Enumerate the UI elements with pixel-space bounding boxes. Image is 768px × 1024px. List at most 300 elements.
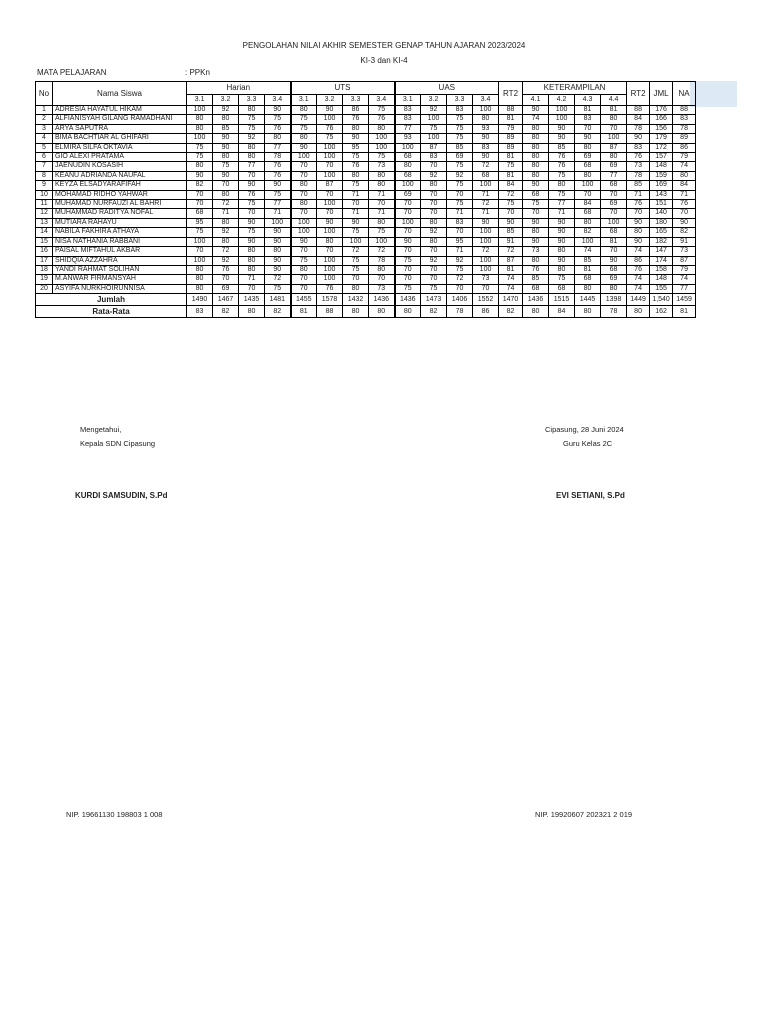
score-cell: 75: [265, 115, 291, 124]
score-cell: 80: [523, 162, 549, 171]
col-name: Nama Siswa: [53, 82, 187, 106]
score-cell: 100: [473, 228, 499, 237]
score-cell: 179: [650, 134, 673, 143]
footer-teacher-role: Guru Kelas 2C: [563, 439, 613, 448]
table-row: [36, 124, 696, 133]
score-cell: 100: [369, 237, 395, 246]
score-cell: 85: [523, 275, 549, 284]
row-no: 3: [36, 124, 53, 133]
score-cell: 77: [673, 284, 696, 293]
score-cell: 70: [395, 265, 421, 274]
score-cell: 71: [627, 190, 650, 199]
score-cell: 75: [447, 134, 473, 143]
score-cell: 70: [421, 209, 447, 218]
score-cell: 72: [499, 247, 523, 256]
score-cell: 71: [369, 190, 395, 199]
score-cell: 70: [499, 209, 523, 218]
score-cell: 70: [421, 200, 447, 209]
score-cell: 75: [447, 124, 473, 133]
score-cell: 155: [650, 284, 673, 293]
sub-uas-3-4: 3.4: [473, 95, 499, 106]
score-cell: 80: [187, 162, 213, 171]
score-cell: 76: [627, 153, 650, 162]
score-cell: 75: [421, 284, 447, 293]
score-cell: 74: [627, 284, 650, 293]
jumlah-cell: 1445: [575, 294, 601, 306]
score-cell: 68: [523, 190, 549, 199]
score-cell: 75: [421, 124, 447, 133]
subject-label: MATA PELAJARAN: [37, 68, 107, 77]
score-cell: 90: [523, 106, 549, 115]
score-cell: 90: [601, 256, 627, 265]
score-cell: 74: [499, 284, 523, 293]
score-cell: 71: [447, 247, 473, 256]
score-cell: 71: [673, 190, 696, 199]
score-cell: 70: [601, 124, 627, 133]
score-cell: 92: [421, 171, 447, 180]
score-cell: 92: [447, 256, 473, 265]
col-rt2-keterampilan: RT2: [627, 82, 650, 106]
score-cell: 100: [291, 218, 317, 227]
score-cell: 86: [627, 256, 650, 265]
score-cell: 70: [473, 284, 499, 293]
table-row: [36, 134, 696, 143]
score-cell: 72: [473, 247, 499, 256]
rata-cell: 162: [650, 306, 673, 318]
score-cell: 151: [650, 200, 673, 209]
score-cell: 75: [549, 275, 575, 284]
score-cell: 81: [499, 265, 523, 274]
score-cell: 76: [317, 284, 343, 293]
student-name: GIO ALEXI PRATAMA: [53, 153, 187, 162]
score-cell: 80: [213, 237, 239, 246]
table-row: [36, 106, 696, 115]
rata-cell: 81: [291, 306, 317, 318]
score-cell: 70: [673, 209, 696, 218]
score-cell: 90: [239, 181, 265, 190]
score-cell: 92: [421, 106, 447, 115]
score-cell: 90: [213, 134, 239, 143]
score-cell: 82: [187, 181, 213, 190]
score-cell: 68: [395, 171, 421, 180]
student-name: NISA NATHANIA RABBANI: [53, 237, 187, 246]
score-cell: 74: [673, 162, 696, 171]
rata-cell: 81: [673, 306, 696, 318]
score-cell: 85: [627, 181, 650, 190]
score-cell: 92: [213, 106, 239, 115]
rata-cell: 83: [187, 306, 213, 318]
score-cell: 70: [601, 209, 627, 218]
score-cell: 75: [343, 228, 369, 237]
sub-uas-3-3: 3.3: [447, 95, 473, 106]
score-cell: 76: [523, 265, 549, 274]
score-cell: 75: [239, 228, 265, 237]
score-cell: 80: [601, 284, 627, 293]
score-cell: 70: [291, 275, 317, 284]
score-cell: 88: [499, 106, 523, 115]
score-cell: 80: [627, 228, 650, 237]
score-cell: 77: [239, 162, 265, 171]
score-cell: 100: [421, 115, 447, 124]
score-cell: 147: [650, 247, 673, 256]
score-cell: 69: [395, 190, 421, 199]
score-cell: 80: [395, 162, 421, 171]
score-cell: 83: [395, 106, 421, 115]
score-cell: 81: [499, 153, 523, 162]
score-cell: 70: [291, 284, 317, 293]
score-cell: 68: [575, 209, 601, 218]
jumlah-cell: 1435: [239, 294, 265, 306]
score-cell: 82: [575, 228, 601, 237]
row-no: 13: [36, 218, 53, 227]
row-no: 15: [36, 237, 53, 246]
row-no: 7: [36, 162, 53, 171]
score-cell: 75: [291, 256, 317, 265]
table-row: [36, 265, 696, 274]
score-cell: 80: [239, 265, 265, 274]
score-cell: 68: [601, 228, 627, 237]
score-cell: 75: [369, 228, 395, 237]
score-cell: 77: [265, 200, 291, 209]
score-cell: 95: [447, 237, 473, 246]
score-cell: 76: [549, 162, 575, 171]
score-cell: 73: [473, 275, 499, 284]
score-cell: 80: [549, 181, 575, 190]
score-cell: 71: [343, 190, 369, 199]
rata-cell: 78: [601, 306, 627, 318]
score-cell: 143: [650, 190, 673, 199]
jumlah-cell: 1481: [265, 294, 291, 306]
score-cell: 90: [673, 218, 696, 227]
score-cell: 70: [421, 190, 447, 199]
score-cell: 158: [650, 265, 673, 274]
row-no: 8: [36, 171, 53, 180]
table-row: [36, 237, 696, 246]
score-cell: 80: [343, 284, 369, 293]
score-cell: 86: [673, 143, 696, 152]
student-name: MUTIARA RAHAYU: [53, 218, 187, 227]
score-cell: 90: [317, 218, 343, 227]
score-cell: 70: [291, 190, 317, 199]
score-cell: 69: [601, 200, 627, 209]
score-cell: 73: [673, 247, 696, 256]
score-cell: 83: [447, 106, 473, 115]
score-cell: 76: [213, 265, 239, 274]
score-cell: 69: [447, 153, 473, 162]
score-cell: 69: [213, 284, 239, 293]
score-cell: 75: [317, 134, 343, 143]
jumlah-cell: 1436: [395, 294, 421, 306]
row-no: 14: [36, 228, 53, 237]
rata-label: Rata-Rata: [36, 306, 187, 318]
row-no: 5: [36, 143, 53, 152]
col-uts: UTS: [291, 82, 395, 95]
score-cell: 90: [575, 134, 601, 143]
score-cell: 95: [187, 218, 213, 227]
score-cell: 140: [650, 209, 673, 218]
score-cell: 90: [473, 134, 499, 143]
score-cell: 80: [239, 256, 265, 265]
score-cell: 85: [549, 143, 575, 152]
score-cell: 70: [369, 275, 395, 284]
score-cell: 75: [447, 181, 473, 190]
score-cell: 90: [549, 134, 575, 143]
score-cell: 90: [265, 237, 291, 246]
score-cell: 75: [523, 200, 549, 209]
rata-cell: 80: [369, 306, 395, 318]
sub-uas-3-2: 3.2: [421, 95, 447, 106]
score-cell: 70: [421, 247, 447, 256]
table-row: [36, 247, 696, 256]
score-cell: 69: [575, 153, 601, 162]
score-cell: 74: [627, 247, 650, 256]
score-cell: 80: [523, 171, 549, 180]
sub-uts-3-3: 3.3: [343, 95, 369, 106]
score-cell: 73: [369, 284, 395, 293]
score-cell: 90: [317, 106, 343, 115]
rata-cell: 82: [421, 306, 447, 318]
score-cell: 71: [265, 209, 291, 218]
rata-cell: 80: [395, 306, 421, 318]
score-cell: 100: [549, 115, 575, 124]
score-cell: 80: [239, 247, 265, 256]
score-cell: 90: [213, 171, 239, 180]
row-no: 16: [36, 247, 53, 256]
score-cell: 83: [673, 115, 696, 124]
sub-uts-3-4: 3.4: [369, 95, 395, 106]
score-cell: 100: [265, 218, 291, 227]
score-cell: 77: [395, 124, 421, 133]
score-cell: 100: [575, 237, 601, 246]
score-cell: 75: [343, 256, 369, 265]
score-cell: 70: [213, 181, 239, 190]
score-cell: 84: [627, 115, 650, 124]
jumlah-cell: 1,540: [650, 294, 673, 306]
score-cell: 80: [523, 228, 549, 237]
rata-cell: 82: [213, 306, 239, 318]
score-cell: 68: [549, 284, 575, 293]
table-row: [36, 200, 696, 209]
footer-acknowledged: Mengetahui,: [80, 425, 122, 434]
score-cell: 80: [343, 124, 369, 133]
jumlah-cell: 1436: [369, 294, 395, 306]
score-cell: 77: [265, 143, 291, 152]
score-cell: 75: [447, 162, 473, 171]
score-cell: 70: [317, 247, 343, 256]
score-cell: 68: [601, 181, 627, 190]
score-cell: 70: [575, 190, 601, 199]
rata-cell: 84: [549, 306, 575, 318]
score-cell: 87: [421, 143, 447, 152]
score-cell: 75: [239, 115, 265, 124]
score-cell: 71: [549, 209, 575, 218]
score-cell: 157: [650, 153, 673, 162]
score-cell: 100: [549, 106, 575, 115]
score-cell: 81: [575, 106, 601, 115]
score-cell: 70: [317, 162, 343, 171]
score-cell: 100: [575, 181, 601, 190]
table-row: [36, 284, 696, 293]
score-cell: 90: [627, 237, 650, 246]
score-cell: 80: [369, 218, 395, 227]
score-cell: 70: [343, 200, 369, 209]
score-cell: 100: [473, 181, 499, 190]
score-cell: 180: [650, 218, 673, 227]
sub-harian-3-1: 3.1: [187, 95, 213, 106]
score-cell: 165: [650, 228, 673, 237]
score-cell: 76: [627, 200, 650, 209]
row-no: 9: [36, 181, 53, 190]
jumlah-label: Jumlah: [36, 294, 187, 306]
score-cell: 74: [673, 275, 696, 284]
score-cell: 92: [421, 228, 447, 237]
student-name: PAISAL MIFTAHUL AKBAR: [53, 247, 187, 256]
score-cell: 90: [239, 237, 265, 246]
score-cell: 68: [395, 153, 421, 162]
score-cell: 90: [473, 218, 499, 227]
jumlah-cell: 1473: [421, 294, 447, 306]
score-cell: 90: [265, 181, 291, 190]
score-cell: 100: [601, 218, 627, 227]
score-cell: 81: [601, 237, 627, 246]
score-cell: 75: [343, 265, 369, 274]
score-cell: 74: [627, 275, 650, 284]
score-cell: 78: [673, 124, 696, 133]
score-cell: 80: [369, 265, 395, 274]
table-row: [36, 115, 696, 124]
score-cell: 75: [187, 143, 213, 152]
score-cell: 75: [447, 265, 473, 274]
score-cell: 81: [499, 115, 523, 124]
score-cell: 72: [213, 200, 239, 209]
footer-teacher-nip: NIP. 19920607 202321 2 019: [535, 810, 633, 819]
grades-body: [36, 106, 696, 294]
jumlah-cell: 1459: [673, 294, 696, 306]
score-cell: 79: [673, 153, 696, 162]
score-cell: 70: [291, 171, 317, 180]
score-cell: 75: [343, 181, 369, 190]
score-cell: 68: [187, 209, 213, 218]
score-cell: 76: [673, 200, 696, 209]
student-name: YANDI RAHMAT SOLIHAN: [53, 265, 187, 274]
score-cell: 80: [213, 115, 239, 124]
score-cell: 75: [549, 190, 575, 199]
score-cell: 69: [601, 275, 627, 284]
sub-ket-4-1: 4.1: [523, 95, 549, 106]
score-cell: 80: [369, 181, 395, 190]
sub-ket-4-2: 4.2: [549, 95, 575, 106]
score-cell: 72: [473, 200, 499, 209]
rata-row: [36, 306, 696, 318]
score-cell: 92: [213, 228, 239, 237]
score-cell: 87: [499, 256, 523, 265]
score-cell: 100: [473, 256, 499, 265]
score-cell: 75: [213, 162, 239, 171]
score-cell: 78: [627, 171, 650, 180]
score-cell: 76: [239, 190, 265, 199]
score-cell: 88: [627, 106, 650, 115]
sub-uts-3-2: 3.2: [317, 95, 343, 106]
score-cell: 100: [317, 200, 343, 209]
score-cell: 71: [473, 209, 499, 218]
score-cell: 90: [499, 218, 523, 227]
score-cell: 72: [499, 190, 523, 199]
score-cell: 90: [549, 228, 575, 237]
student-name: ARYA SAPUTRA: [53, 124, 187, 133]
row-no: 11: [36, 200, 53, 209]
score-cell: 70: [187, 190, 213, 199]
score-cell: 80: [187, 124, 213, 133]
sub-harian-3-4: 3.4: [265, 95, 291, 106]
table-row: [36, 143, 696, 152]
student-name: ALFIANISYAH GILANG RAMADHANI: [53, 115, 187, 124]
score-cell: 70: [291, 209, 317, 218]
score-cell: 80: [549, 265, 575, 274]
score-cell: 182: [650, 237, 673, 246]
student-name: SHIDQIA AZZAHRA: [53, 256, 187, 265]
score-cell: 90: [549, 218, 575, 227]
score-cell: 75: [395, 256, 421, 265]
jumlah-cell: 1432: [343, 294, 369, 306]
score-cell: 166: [650, 115, 673, 124]
footer-principal-nip: NIP. 19661130 198803 1 008: [66, 810, 163, 819]
jumlah-cell: 1436: [523, 294, 549, 306]
table-row: [36, 190, 696, 199]
score-cell: 100: [317, 256, 343, 265]
score-cell: 80: [291, 265, 317, 274]
jumlah-cell: 1449: [627, 294, 650, 306]
score-cell: 100: [187, 106, 213, 115]
score-cell: 89: [673, 134, 696, 143]
score-cell: 68: [473, 171, 499, 180]
score-cell: 148: [650, 275, 673, 284]
score-cell: 75: [265, 190, 291, 199]
score-cell: 77: [549, 200, 575, 209]
student-name: ELMIRA SILFA OKTAVIA: [53, 143, 187, 152]
score-cell: 91: [499, 237, 523, 246]
score-cell: 90: [265, 265, 291, 274]
score-cell: 88: [673, 106, 696, 115]
score-cell: 80: [523, 134, 549, 143]
score-cell: 80: [187, 115, 213, 124]
score-cell: 100: [317, 153, 343, 162]
score-cell: 100: [187, 237, 213, 246]
col-harian: Harian: [187, 82, 291, 95]
score-cell: 80: [575, 218, 601, 227]
score-cell: 80: [523, 256, 549, 265]
score-cell: 80: [265, 247, 291, 256]
score-cell: 72: [473, 162, 499, 171]
footer-principal-role: Kepala SDN Cipasung: [80, 439, 156, 448]
score-cell: 80: [523, 153, 549, 162]
score-cell: 90: [549, 256, 575, 265]
score-cell: 70: [395, 228, 421, 237]
score-cell: 80: [213, 153, 239, 162]
row-no: 6: [36, 153, 53, 162]
table-row: [36, 153, 696, 162]
score-cell: 75: [395, 284, 421, 293]
student-name: ADRESIA HAYATUL HIKAM: [53, 106, 187, 115]
score-cell: 100: [291, 153, 317, 162]
subject-value: : PPKn: [185, 68, 210, 77]
score-cell: 84: [575, 200, 601, 209]
score-cell: 75: [291, 124, 317, 133]
score-cell: 82: [673, 228, 696, 237]
score-cell: 90: [395, 237, 421, 246]
score-cell: 70: [187, 247, 213, 256]
score-cell: 89: [499, 134, 523, 143]
score-cell: 76: [317, 124, 343, 133]
